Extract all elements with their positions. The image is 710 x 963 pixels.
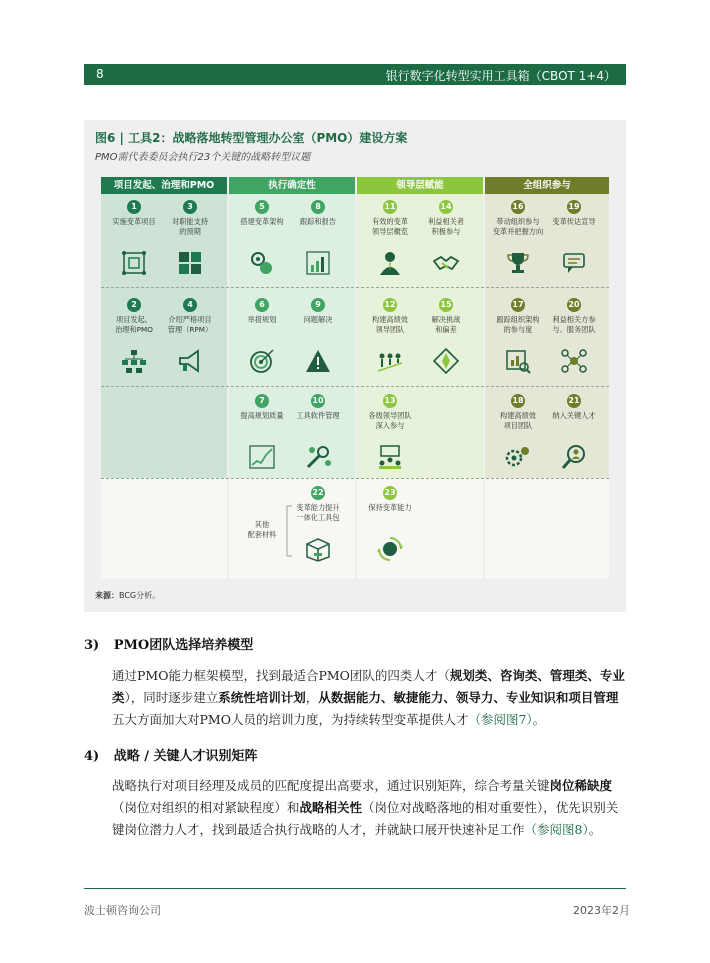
- row-divider: [101, 386, 609, 387]
- topic-item-18: [492, 394, 544, 471]
- topic-label: 工具软件管理: [296, 411, 340, 420]
- topic-label: 纳入关键人才: [552, 411, 596, 420]
- figure-6: [84, 120, 626, 612]
- topic-item-23: [364, 486, 416, 563]
- footer-date: 2023年2月: [573, 904, 630, 917]
- footer-rule: [84, 888, 626, 889]
- source-label: 来源：: [95, 591, 119, 600]
- topic-item-10: [292, 394, 344, 471]
- gears-icon: [504, 443, 532, 471]
- trophy-icon: [504, 249, 532, 277]
- topic-item-21: [548, 394, 600, 471]
- section-title: PMO团队选择培养模型: [113, 638, 254, 653]
- topic-label: 介绍严格项目 管理（RPM）: [167, 315, 213, 334]
- topic-label: 利益相关方参 与、服务团队: [552, 315, 596, 334]
- search-person-icon: [560, 443, 588, 471]
- topic-label: 搭建变革架构: [240, 217, 284, 226]
- topic-number-badge: 17: [511, 298, 525, 312]
- topic-item-20: [548, 298, 600, 375]
- bold-text: 岗位稀缺度: [549, 778, 613, 793]
- topic-number-badge: 13: [383, 394, 397, 408]
- source-text: BCG分析。: [119, 591, 161, 600]
- topic-item-8: [292, 200, 344, 277]
- topic-number-badge: 16: [511, 200, 525, 214]
- bracket-icon: [284, 504, 294, 558]
- topic-item-1: [108, 200, 160, 277]
- topic-number-badge: 12: [383, 298, 397, 312]
- topic-label: 项目发起、 治理和PMO: [115, 315, 153, 334]
- topic-number-badge: 21: [567, 394, 581, 408]
- page-header: [84, 64, 626, 85]
- topic-number-badge: 10: [311, 394, 325, 408]
- section-number: 3): [84, 638, 100, 653]
- text: 。: [588, 822, 602, 837]
- figure-title: 图6 | 工具2：战略落地转型管理办公室（PMO）建设方案: [95, 131, 408, 145]
- text: ，: [305, 690, 319, 705]
- topic-label: 有效的变革 领导层概览: [372, 217, 408, 236]
- team-rowing-icon: [376, 347, 404, 375]
- topic-item-9: [292, 298, 344, 375]
- topic-number-badge: 23: [383, 486, 397, 500]
- handshake-icon: [432, 249, 460, 277]
- toolkit-box-icon: [304, 535, 332, 563]
- column-header-1: 项目发起、治理和PMO: [101, 177, 227, 194]
- section-4-heading: [84, 745, 258, 764]
- topic-item-15: [420, 298, 472, 375]
- figure-subtitle: PMO需代表委员会执行23个关键的战略转型议题: [95, 152, 311, 163]
- topic-item-16: [492, 200, 544, 277]
- network-icon: [560, 347, 588, 375]
- page-number: 8: [96, 67, 104, 81]
- topic-item-14: [420, 200, 472, 277]
- topic-label: 各级领导团队 深入参与: [368, 411, 412, 430]
- text: 通过PMO能力框架模型，找到最适合PMO团队的四类人才（: [112, 668, 450, 683]
- topic-item-13: [364, 394, 416, 471]
- section-3-paragraph: [112, 665, 626, 731]
- topic-label: 对职能支持 的预期: [172, 217, 208, 236]
- topic-number-badge: 20: [567, 298, 581, 312]
- topic-item-3: [164, 200, 216, 277]
- tools-icon: [304, 443, 332, 471]
- topic-item-6: [236, 298, 288, 375]
- section-4-paragraph: [112, 775, 626, 841]
- topic-label: 保持变革能力: [368, 503, 412, 512]
- speech-bubble-icon: [560, 249, 588, 277]
- topic-label: 解决挑战 和偏差: [431, 315, 461, 334]
- topic-label: 带动组织参与 变革并把握方向: [492, 217, 544, 236]
- lower-cell-bg-1: [101, 478, 227, 579]
- figure-reference-link[interactable]: （参阅图8）: [524, 822, 589, 837]
- topic-label: 变革传达宣导: [552, 217, 596, 226]
- other-materials-label: 其他 配套材料: [247, 520, 277, 539]
- column-header-3: 领导层赋能: [357, 177, 483, 194]
- topic-item-22: [292, 486, 344, 563]
- topic-label: 举措规划: [247, 315, 277, 324]
- topic-item-19: [548, 200, 600, 277]
- org-chart-icon: [120, 347, 148, 375]
- topic-number-badge: 6: [255, 298, 269, 312]
- figure-reference-link[interactable]: （参阅图7）: [468, 712, 533, 727]
- megaphone-icon: [176, 347, 204, 375]
- topic-label: 构建高绩效 项目团队: [500, 411, 536, 430]
- column-header-2: 执行确定性: [229, 177, 355, 194]
- row-divider: [101, 287, 609, 288]
- topic-number-badge: 9: [311, 298, 325, 312]
- text: （岗位对组织的相对紧缺程度）和: [112, 800, 300, 815]
- document-title: 银行数字化转型实用工具箱（CBOT 1+4）: [385, 69, 616, 83]
- text: 五大方面加大对PMO人员的培训力度，为持续转型变革提供人才: [112, 712, 469, 727]
- text: 。: [532, 712, 546, 727]
- topic-label: 实施变革项目: [112, 217, 156, 226]
- topic-label: 利益相关者 积极参与: [428, 217, 464, 236]
- bold-text: 从数据能力、敏捷能力、领导力、专业知识和项目管理: [318, 690, 619, 705]
- bar-chart-icon: [304, 249, 332, 277]
- bold-text: 系统性培训计划: [218, 690, 306, 705]
- text: 战略执行对项目经理及成员的匹配度提出高要求，通过识别矩阵，综合考量关键: [112, 778, 550, 793]
- column-header-4: 全组织参与: [485, 177, 609, 194]
- topic-item-12: [364, 298, 416, 375]
- topic-item-5: [236, 200, 288, 277]
- compass-icon: [432, 347, 460, 375]
- topic-label: 跟踪组织架构 的参与度: [496, 315, 540, 334]
- figure-source: [95, 590, 160, 601]
- analysis-icon: [504, 347, 532, 375]
- text: （岗位对战略落地的相对重要性），优先识别关键岗位潜力人才，找到最适合执行战略的人才，并就缺口展开快速补足工作: [112, 800, 619, 837]
- cycle-arrows-icon: [376, 535, 404, 563]
- topic-number-badge: 18: [511, 394, 525, 408]
- topic-number-badge: 15: [439, 298, 453, 312]
- target-icon: [248, 347, 276, 375]
- topic-item-17: [492, 298, 544, 375]
- empty-cell-col1-row3: [101, 387, 227, 477]
- gears-cycle-icon: [248, 249, 276, 277]
- puzzle-icon: [176, 249, 204, 277]
- topic-label: 变革能力提升 一体化工具包: [296, 503, 340, 522]
- footer-company: 波士顿咨询公司: [84, 904, 161, 917]
- topic-item-7: [236, 394, 288, 471]
- topic-label: 问题解决: [303, 315, 333, 324]
- leader-icon: [376, 249, 404, 277]
- topic-number-badge: 5: [255, 200, 269, 214]
- topic-number-badge: 4: [183, 298, 197, 312]
- topic-number-badge: 22: [311, 486, 325, 500]
- topic-number-badge: 7: [255, 394, 269, 408]
- topic-item-11: [364, 200, 416, 277]
- section-3-heading: [84, 634, 253, 653]
- topic-number-badge: 11: [383, 200, 397, 214]
- text: ），同时逐步建立: [124, 690, 219, 705]
- topic-number-badge: 1: [127, 200, 141, 214]
- bold-text: 战略相关性: [299, 800, 363, 815]
- topic-item-2: [108, 298, 160, 375]
- topic-number-badge: 14: [439, 200, 453, 214]
- section-number: 4): [84, 749, 100, 764]
- topic-number-badge: 8: [311, 200, 325, 214]
- row-divider: [101, 478, 609, 479]
- lower-cell-bg-4: [485, 478, 609, 579]
- section-title: 战略 / 关键人才识别矩阵: [113, 749, 258, 764]
- bold-text: 规划类、咨询类、管理类、专业类: [112, 668, 625, 705]
- topic-number-badge: 3: [183, 200, 197, 214]
- line-chart-icon: [248, 443, 276, 471]
- topic-number-badge: 19: [567, 200, 581, 214]
- topic-number-badge: 2: [127, 298, 141, 312]
- topic-label: 提高规划质量: [240, 411, 284, 420]
- topic-item-4: [164, 298, 216, 375]
- topic-label: 构建高绩效 领导团队: [372, 315, 408, 334]
- warning-icon: [304, 347, 332, 375]
- presentation-icon: [376, 443, 404, 471]
- project-grid-icon: [120, 249, 148, 277]
- topic-label: 跟踪和报告: [300, 217, 336, 226]
